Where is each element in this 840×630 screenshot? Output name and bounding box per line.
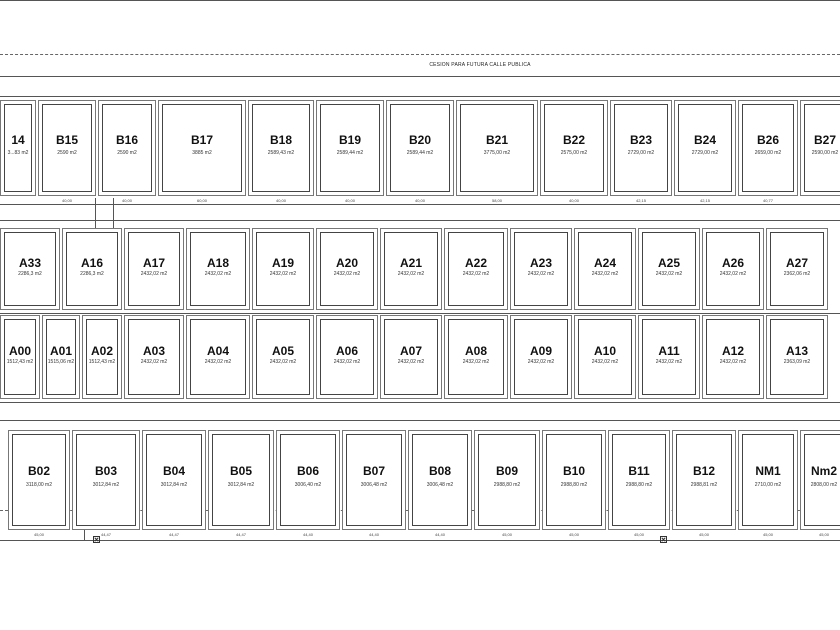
lot-code: A26 bbox=[721, 256, 744, 271]
lot-area: 2589,44 m2 bbox=[336, 149, 364, 156]
lot-code: A12 bbox=[721, 343, 744, 358]
lot-code: A27 bbox=[785, 256, 808, 271]
lot-mid1-1 bbox=[62, 228, 122, 310]
lot-top-3 bbox=[158, 100, 246, 203]
lot-area: 2589,44 m2 bbox=[406, 149, 434, 156]
lot-area: 3006,40 m2 bbox=[294, 481, 322, 488]
lot-area: 2590 m2 bbox=[117, 149, 137, 156]
lot-code: B16 bbox=[115, 132, 138, 147]
lot-top-6 bbox=[386, 100, 454, 203]
lot-frontage: 45,00 bbox=[698, 532, 709, 537]
lot-area: 3...83 m2 bbox=[7, 149, 29, 156]
lot-code: B09 bbox=[495, 464, 518, 479]
lot-area: 2710,00 m2 bbox=[754, 481, 782, 488]
lot-mid2-5 bbox=[252, 315, 314, 399]
lot-code: A25 bbox=[657, 256, 680, 271]
lot-code: A05 bbox=[271, 343, 294, 358]
lot-boundary bbox=[678, 104, 732, 192]
lot-mid1-9 bbox=[574, 228, 636, 310]
street-edge-2b bbox=[0, 220, 840, 221]
lot-mid2-7 bbox=[380, 315, 442, 399]
lot-mid2-2 bbox=[82, 315, 122, 399]
lot-boundary bbox=[614, 104, 668, 192]
lot-frontage: 40,00 bbox=[61, 198, 72, 203]
lot-frontage: 40,77 bbox=[762, 198, 773, 203]
lot-code: A21 bbox=[399, 256, 422, 271]
lot-frontage: 40,00 bbox=[568, 198, 579, 203]
lot-area: 2286,3 m2 bbox=[18, 270, 42, 277]
lot-code: A00 bbox=[8, 343, 31, 358]
lot-area: 2432,02 m2 bbox=[655, 270, 683, 277]
lot-frontage: 45,00 bbox=[568, 532, 579, 537]
lot-frontage: 44,40 bbox=[434, 532, 445, 537]
lot-mid1-5 bbox=[316, 228, 378, 310]
lot-boundary bbox=[42, 104, 92, 192]
lot-code: A11 bbox=[658, 343, 680, 358]
lot-boundary bbox=[742, 434, 794, 526]
lot-code: A20 bbox=[335, 256, 358, 271]
lot-top-7 bbox=[456, 100, 538, 203]
lot-boundary bbox=[676, 434, 732, 526]
lot-boundary bbox=[804, 104, 840, 192]
lot-mid1-12 bbox=[766, 228, 828, 310]
lot-frontage: 45,00 bbox=[33, 532, 44, 537]
lot-code: A06 bbox=[335, 343, 358, 358]
lot-area: 2432,02 m2 bbox=[333, 270, 361, 277]
lot-frontage: 40,00 bbox=[121, 198, 132, 203]
lot-bottom-5 bbox=[342, 430, 406, 537]
lot-boundary bbox=[460, 104, 534, 192]
lot-area: 2659,00 m2 bbox=[754, 149, 782, 156]
lot-mid2-13 bbox=[766, 315, 828, 399]
lot-boundary bbox=[4, 104, 32, 192]
lot-frontage: 40,00 bbox=[275, 198, 286, 203]
lot-area: 2988,80 m2 bbox=[560, 481, 588, 488]
lot-area: 2432,02 m2 bbox=[333, 358, 361, 365]
block-edge-1 bbox=[0, 96, 840, 97]
border-top bbox=[0, 0, 840, 1]
lot-bottom-10 bbox=[672, 430, 736, 537]
lot-area: 2432,02 m2 bbox=[719, 358, 747, 365]
lot-area: 2432,02 m2 bbox=[591, 270, 619, 277]
lot-code: B21 bbox=[485, 132, 508, 147]
lot-area: 3012,84 m2 bbox=[160, 481, 188, 488]
lot-area: 2432,02 m2 bbox=[462, 358, 490, 365]
lot-boundary bbox=[102, 104, 152, 192]
lot-area: 2808,00 m2 bbox=[810, 481, 838, 488]
lot-frontage: 40,00 bbox=[344, 198, 355, 203]
lot-code: A22 bbox=[464, 256, 487, 271]
lot-code: B23 bbox=[629, 132, 652, 147]
lot-area: 3775,00 m2 bbox=[483, 149, 511, 156]
lot-code: B19 bbox=[338, 132, 361, 147]
lot-area: 2363,09 m2 bbox=[783, 358, 811, 365]
lot-mid2-11 bbox=[638, 315, 700, 399]
lot-boundary bbox=[390, 104, 450, 192]
lot-bottom-4 bbox=[276, 430, 340, 537]
lot-bottom-11 bbox=[738, 430, 798, 537]
road-edge-top bbox=[0, 76, 840, 77]
lot-code: A09 bbox=[529, 343, 552, 358]
lot-mid2-1 bbox=[42, 315, 80, 399]
lot-code: A16 bbox=[80, 256, 103, 271]
lot-area: 3006,48 m2 bbox=[360, 481, 388, 488]
lot-area: 2432,02 m2 bbox=[269, 358, 297, 365]
lot-code: B10 bbox=[562, 464, 585, 479]
lot-code: B17 bbox=[190, 132, 213, 147]
lot-area: 2589,43 m2 bbox=[267, 149, 295, 156]
lot-area: 2432,02 m2 bbox=[527, 270, 555, 277]
lot-mid1-10 bbox=[638, 228, 700, 310]
lot-code: B15 bbox=[55, 132, 78, 147]
lot-area: 2286,3 m2 bbox=[80, 270, 104, 277]
lot-top-2 bbox=[98, 100, 156, 203]
survey-marker-icon bbox=[660, 536, 667, 543]
lot-frontage: 42,15 bbox=[699, 198, 710, 203]
lot-code: Nm2 bbox=[810, 464, 837, 479]
lot-code: B07 bbox=[362, 464, 385, 479]
lot-mid1-6 bbox=[380, 228, 442, 310]
lot-area: 2590,00 m2 bbox=[811, 149, 839, 156]
lot-area: 3012,84 m2 bbox=[92, 481, 120, 488]
survey-marker-icon bbox=[93, 536, 100, 543]
lot-area: 2432,02 m2 bbox=[269, 270, 297, 277]
lot-bottom-12 bbox=[800, 430, 840, 537]
street-edge-4a bbox=[0, 402, 840, 403]
lot-area: 2729,00 m2 bbox=[691, 149, 719, 156]
lot-boundary bbox=[478, 434, 536, 526]
lot-area: 2432,02 m2 bbox=[204, 270, 232, 277]
lot-area: 2432,02 m2 bbox=[462, 270, 490, 277]
lot-area: 2432,02 m2 bbox=[655, 358, 683, 365]
lot-code: B03 bbox=[94, 464, 117, 479]
lot-area: 1512,43 m2 bbox=[88, 358, 116, 365]
lot-mid2-4 bbox=[186, 315, 250, 399]
lot-code: A08 bbox=[464, 343, 487, 358]
lot-bottom-3 bbox=[208, 430, 274, 537]
lot-frontage: 44,40 bbox=[302, 532, 313, 537]
lot-boundary bbox=[252, 104, 310, 192]
lot-area: 3012,84 m2 bbox=[227, 481, 255, 488]
lot-bottom-9 bbox=[608, 430, 670, 537]
lot-area: 3006,48 m2 bbox=[426, 481, 454, 488]
lot-boundary bbox=[612, 434, 666, 526]
lot-code: A01 bbox=[49, 343, 72, 358]
lot-code: A04 bbox=[206, 343, 229, 358]
lot-code: B24 bbox=[693, 132, 716, 147]
lot-frontage: 45,00 bbox=[818, 532, 829, 537]
lot-top-8 bbox=[540, 100, 608, 203]
lot-boundary bbox=[280, 434, 336, 526]
lot-mid1-8 bbox=[510, 228, 572, 310]
lot-frontage: 40,00 bbox=[414, 198, 425, 203]
lot-mid2-10 bbox=[574, 315, 636, 399]
lot-area: 2432,02 m2 bbox=[719, 270, 747, 277]
lot-code: B08 bbox=[428, 464, 451, 479]
lot-frontage: 42,15 bbox=[635, 198, 646, 203]
lot-top-5 bbox=[316, 100, 384, 203]
lot-area: 2590 m2 bbox=[57, 149, 77, 156]
lot-area: 2988,80 m2 bbox=[625, 481, 653, 488]
lot-code: B18 bbox=[269, 132, 292, 147]
lot-mid2-12 bbox=[702, 315, 764, 399]
lot-bottom-6 bbox=[408, 430, 472, 537]
lot-area: 2432,02 m2 bbox=[397, 358, 425, 365]
lot-mid2-3 bbox=[124, 315, 184, 399]
lot-code: A33 bbox=[18, 256, 41, 271]
lot-frontage: 45,00 bbox=[762, 532, 773, 537]
lot-bottom-0 bbox=[8, 430, 70, 537]
lot-bottom-1 bbox=[72, 430, 140, 537]
lot-frontage: 45,00 bbox=[633, 532, 644, 537]
connector-vertical bbox=[95, 198, 96, 228]
lot-code: B05 bbox=[229, 464, 252, 479]
lot-bottom-2 bbox=[142, 430, 206, 537]
lot-code: A24 bbox=[593, 256, 616, 271]
lot-mid1-2 bbox=[124, 228, 184, 310]
lot-mid2-8 bbox=[444, 315, 508, 399]
lot-boundary bbox=[742, 104, 794, 192]
lot-code: A03 bbox=[142, 343, 165, 358]
lot-bottom-8 bbox=[542, 430, 606, 537]
lot-bottom-7 bbox=[474, 430, 540, 537]
lot-mid1-7 bbox=[444, 228, 508, 310]
road-label: CESION PARA FUTURA CALLE PUBLICA bbox=[429, 62, 531, 68]
lot-frontage: 44,47 bbox=[168, 532, 179, 537]
lot-area: 1515,06 m2 bbox=[47, 358, 75, 365]
lot-code: B02 bbox=[27, 464, 50, 479]
lot-code: 14 bbox=[11, 132, 25, 147]
lot-code: B22 bbox=[562, 132, 585, 147]
lot-area: 2988,81 m2 bbox=[690, 481, 718, 488]
lot-area: 2432,02 m2 bbox=[591, 358, 619, 365]
lot-code: B11 bbox=[628, 464, 650, 479]
lot-top-12 bbox=[800, 100, 840, 196]
lot-code: A07 bbox=[399, 343, 422, 358]
lot-code: NM1 bbox=[755, 464, 781, 479]
lot-area: 2729,00 m2 bbox=[627, 149, 655, 156]
lot-frontage: 44,47 bbox=[235, 532, 246, 537]
lot-boundary bbox=[162, 104, 242, 192]
lot-area: 2432,02 m2 bbox=[140, 358, 168, 365]
lot-area: 2575,00 m2 bbox=[560, 149, 588, 156]
lot-frontage: 44,47 bbox=[100, 532, 111, 537]
lot-mid1-11 bbox=[702, 228, 764, 310]
lot-mid1-3 bbox=[186, 228, 250, 310]
lot-frontage: 45,00 bbox=[501, 532, 512, 537]
lot-area: 3118,00 m2 bbox=[25, 481, 53, 488]
street-edge-4b bbox=[0, 420, 840, 421]
lot-boundary bbox=[12, 434, 66, 526]
lot-code: B27 bbox=[813, 132, 836, 147]
lot-code: B20 bbox=[408, 132, 431, 147]
lot-boundary bbox=[544, 104, 604, 192]
lot-frontage: 44,40 bbox=[368, 532, 379, 537]
lot-frontage: 58,00 bbox=[491, 198, 502, 203]
lot-mid1-4 bbox=[252, 228, 314, 310]
lot-boundary bbox=[412, 434, 468, 526]
lot-code: A18 bbox=[206, 256, 229, 271]
lot-code: A02 bbox=[90, 343, 113, 358]
lot-top-11 bbox=[738, 100, 798, 203]
lot-area: 1512,43 m2 bbox=[6, 358, 34, 365]
lot-boundary bbox=[212, 434, 270, 526]
lot-code: B26 bbox=[756, 132, 779, 147]
lot-boundary bbox=[146, 434, 202, 526]
lot-code: A19 bbox=[271, 256, 294, 271]
block-edge-3 bbox=[0, 313, 840, 314]
lot-code: A17 bbox=[142, 256, 165, 271]
lot-code: B06 bbox=[296, 464, 319, 479]
lot-code: B12 bbox=[692, 464, 715, 479]
lot-code: A13 bbox=[785, 343, 808, 358]
lot-mid2-0 bbox=[0, 315, 40, 399]
lot-boundary bbox=[546, 434, 602, 526]
lot-area: 2432,02 m2 bbox=[140, 270, 168, 277]
lot-area: 2432,02 m2 bbox=[204, 358, 232, 365]
lot-mid1-0 bbox=[0, 228, 60, 310]
lot-code: A10 bbox=[593, 343, 616, 358]
lot-area: 2432,02 m2 bbox=[397, 270, 425, 277]
lot-code: B04 bbox=[162, 464, 185, 479]
lot-boundary bbox=[346, 434, 402, 526]
lot-frontage: 60,00 bbox=[196, 198, 207, 203]
lot-top-0 bbox=[0, 100, 36, 196]
lot-boundary bbox=[76, 434, 136, 526]
street-edge-2a bbox=[0, 204, 840, 205]
lot-top-10 bbox=[674, 100, 736, 203]
lot-area: 2362,06 m2 bbox=[783, 270, 811, 277]
lot-code: A23 bbox=[529, 256, 552, 271]
lot-mid2-6 bbox=[316, 315, 378, 399]
lot-area: 3885 m2 bbox=[192, 149, 212, 156]
lot-boundary bbox=[804, 434, 840, 526]
lot-area: 2988,80 m2 bbox=[493, 481, 521, 488]
lot-top-9 bbox=[610, 100, 672, 203]
lot-area: 2432,02 m2 bbox=[527, 358, 555, 365]
lot-boundary bbox=[320, 104, 380, 192]
lot-top-1 bbox=[38, 100, 96, 203]
block-edge-bottom bbox=[0, 540, 840, 541]
road-centerline-top bbox=[0, 54, 840, 55]
lot-top-4 bbox=[248, 100, 314, 203]
lot-mid2-9 bbox=[510, 315, 572, 399]
